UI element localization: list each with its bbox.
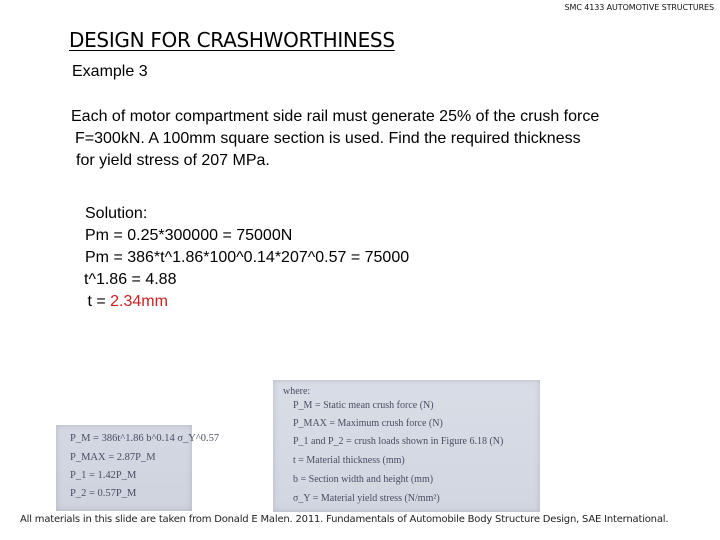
formula-line: P_M = 386t^1.86 b^0.14 σ_Y^0.57 xyxy=(70,433,220,444)
answer-value: 2.34mm xyxy=(110,293,168,310)
definition-line: t = Material thickness (mm) xyxy=(293,455,405,466)
problem-line: F=300kN. A 100mm square section is used. Find the required thickness xyxy=(75,130,581,147)
problem-line: for yield stress of 207 MPa. xyxy=(76,152,270,169)
definition-line: P_M = Static mean crush force (N) xyxy=(293,400,434,411)
solution-block xyxy=(85,203,409,313)
solution-answer-line xyxy=(83,291,409,313)
formula-line: P_MAX = 2.87P_M xyxy=(70,452,156,463)
solution-line: t^1.86 = 4.88 xyxy=(84,271,177,288)
formula-line: P_1 = 1.42P_M xyxy=(70,470,137,481)
answer-prefix: t = xyxy=(87,293,111,310)
source-footer: All materials in this slide are taken from Donald E Malen. 2011. Fundamentals of Automobile Body Structure Design, SAE International. xyxy=(20,514,669,525)
definition-line: P_MAX = Maximum crush force (N) xyxy=(293,418,443,429)
definition-line: σ_Y = Material yield stress (N/mm²) xyxy=(293,493,440,504)
definitions-heading: where: xyxy=(283,386,311,397)
solution-line: Pm = 386*t^1.86*100^0.14*207^0.57 = 75000 xyxy=(85,249,410,266)
formula-line: P_2 = 0.57P_M xyxy=(70,488,137,499)
solution-heading: Solution: xyxy=(85,205,148,222)
formula-image xyxy=(56,425,220,511)
example-label: Example 3 xyxy=(72,63,148,80)
problem-line: Each of motor compartment side rail must generate 25% of the crush force xyxy=(71,108,600,125)
solution-line: Pm = 0.25*300000 = 75000N xyxy=(85,227,293,244)
definition-line: b = Section width and height (mm) xyxy=(293,474,434,485)
slide-title: DESIGN FOR CRASHWORTHINESS xyxy=(69,28,395,52)
definition-line: P_1 and P_2 = crush loads shown in Figure 6.18 (N) xyxy=(293,436,504,447)
problem-statement xyxy=(71,106,691,172)
definitions-image xyxy=(273,380,540,512)
course-header: SMC 4133 AUTOMOTIVE STRUCTURES xyxy=(564,3,714,12)
